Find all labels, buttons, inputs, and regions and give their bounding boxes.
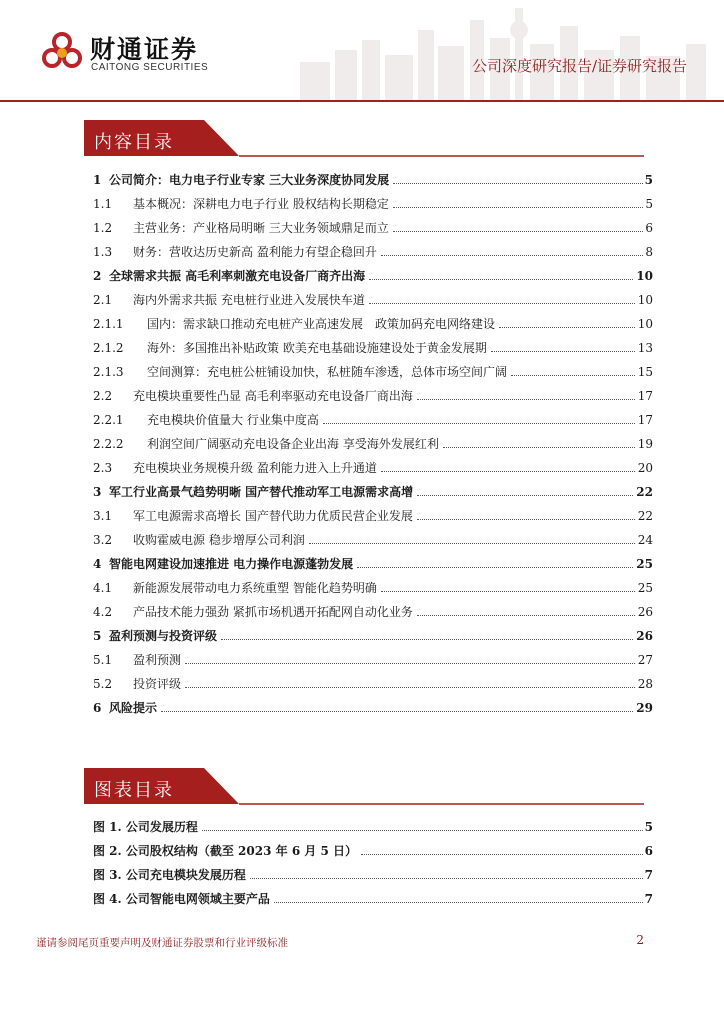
toc-entry-page: 5 xyxy=(643,168,653,192)
toc-entry-page: 24 xyxy=(636,528,653,552)
toc-entry-title: 收购霍威电源 稳步增厚公司利润 xyxy=(133,528,307,552)
toc-entry-title: 基本概况：深耕电力电子行业 股权结构长期稳定 xyxy=(133,192,391,216)
brand-name-en: CAITONG SECURITIES xyxy=(91,62,209,73)
toc-entry-number: 2.2.2 xyxy=(93,437,124,451)
toc-leader-dots xyxy=(185,687,643,688)
toc-entry[interactable] xyxy=(93,480,653,504)
toc-entry[interactable] xyxy=(93,528,653,552)
toc-banner xyxy=(84,120,644,160)
toc-leader-dots xyxy=(491,351,643,352)
toc-entry-page: 8 xyxy=(643,240,653,264)
toc-entry[interactable] xyxy=(93,240,653,264)
toc-entry-number: 2.1.1 xyxy=(93,317,124,331)
toc-entry[interactable] xyxy=(93,600,653,624)
toc-entry[interactable] xyxy=(93,384,653,408)
figure-entry[interactable] xyxy=(93,863,653,887)
page-header xyxy=(0,0,724,102)
toc-entry-page: 5 xyxy=(643,192,653,216)
toc-leader-dots xyxy=(417,495,643,496)
figure-entry-title: 图 3. 公司充电模块发展历程 xyxy=(93,863,248,887)
toc-leader-dots xyxy=(161,711,643,712)
toc-entry-number: 2.1.2 xyxy=(93,341,124,355)
toc-entry-number: 2.3 xyxy=(93,461,113,475)
toc-entry[interactable] xyxy=(93,264,653,288)
header-divider xyxy=(0,100,724,102)
toc-entry[interactable] xyxy=(93,216,653,240)
toc-leader-dots xyxy=(499,327,643,328)
toc-entry-title: 新能源发展带动电力系统重塑 智能化趋势明确 xyxy=(133,576,379,600)
toc-leader-dots xyxy=(185,663,643,664)
toc-entry-title: 产品技术能力强劲 紧抓市场机遇开拓配网自动化业务 xyxy=(133,600,415,624)
toc-leader-dots xyxy=(357,567,643,568)
toc-entry-number: 1.1 xyxy=(93,197,113,211)
toc-entry-page: 17 xyxy=(636,384,653,408)
toc-entry-number: 6 xyxy=(93,701,102,715)
toc-entry-number: 4.2 xyxy=(93,605,113,619)
toc-entry-title: 公司简介：电力电子行业专家 三大业务深度协同发展 xyxy=(109,168,391,192)
toc-entry[interactable] xyxy=(93,336,653,360)
toc-entry-title: 空间测算：充电桩公桩铺设加快，私桩随车渗透，总体市场空间广阔 xyxy=(147,360,509,384)
toc-entry-title: 利润空间广阔驱动充电设备企业出海 享受海外发展红利 xyxy=(147,432,441,456)
toc-entry-number: 4.1 xyxy=(93,581,113,595)
toc-leader-dots xyxy=(393,207,643,208)
figure-entry-page: 6 xyxy=(643,839,653,863)
toc-entry-page: 25 xyxy=(634,552,653,576)
toc-leader-dots xyxy=(511,375,643,376)
footer-disclaimer: 谨请参阅尾页重要声明及财通证券股票和行业评级标准 xyxy=(36,937,288,949)
toc-entry-page: 19 xyxy=(636,432,653,456)
toc-entry[interactable] xyxy=(93,456,653,480)
toc-entry-page: 25 xyxy=(636,576,653,600)
toc-entry[interactable] xyxy=(93,432,653,456)
toc-leader-dots xyxy=(309,543,643,544)
page-number: 2 xyxy=(636,933,644,947)
toc-entry-page: 10 xyxy=(636,312,653,336)
toc-entry-page: 6 xyxy=(643,216,653,240)
toc-entry-number: 2.1.3 xyxy=(93,365,124,379)
toc-entry-number: 1 xyxy=(93,173,102,187)
toc-entry-title: 军工行业高景气趋势明晰 国产替代推动军工电源需求高增 xyxy=(109,480,415,504)
toc-entry-page: 10 xyxy=(634,264,653,288)
toc-entry[interactable] xyxy=(93,360,653,384)
toc-entry-page: 28 xyxy=(636,672,653,696)
figure-leader-dots xyxy=(274,902,643,903)
toc-entry[interactable] xyxy=(93,624,653,648)
figures-heading: 图表目录 xyxy=(94,780,174,801)
toc-entry-page: 13 xyxy=(636,336,653,360)
toc-entry-number: 2.2 xyxy=(93,389,113,403)
figure-entry-page: 7 xyxy=(643,863,653,887)
figure-entry[interactable] xyxy=(93,887,653,911)
toc-leader-dots xyxy=(381,591,643,592)
toc-entry-title: 投资评级 xyxy=(133,672,183,696)
toc-leader-dots xyxy=(381,471,643,472)
toc-entry-title: 国内：需求缺口推动充电桩产业高速发展 政策加码充电网络建设 xyxy=(147,312,497,336)
figures-banner xyxy=(84,768,644,808)
toc-entry[interactable] xyxy=(93,168,653,192)
toc-leader-dots xyxy=(417,615,643,616)
toc-entry-number: 5.1 xyxy=(93,653,113,667)
toc-entry-title: 充电模块价值量大 行业集中度高 xyxy=(147,408,321,432)
toc-entry[interactable] xyxy=(93,288,653,312)
figures-list xyxy=(93,815,653,911)
toc-leader-dots xyxy=(381,255,643,256)
toc-entry-page: 20 xyxy=(636,456,653,480)
toc-entry-page: 27 xyxy=(636,648,653,672)
toc-entry-number: 3.2 xyxy=(93,533,113,547)
toc-entry-title: 全球需求共振 高毛利率刺激充电设备厂商齐出海 xyxy=(109,264,367,288)
caitong-logo-icon xyxy=(40,30,84,74)
toc-entry[interactable] xyxy=(93,312,653,336)
toc-entry-title: 盈利预测与投资评级 xyxy=(109,624,219,648)
toc-entry-page: 26 xyxy=(634,624,653,648)
toc-entry-page: 26 xyxy=(636,600,653,624)
toc-entry-number: 5 xyxy=(93,629,102,643)
toc-entry-number: 1.2 xyxy=(93,221,113,235)
toc-entry-number: 5.2 xyxy=(93,677,113,691)
figure-entry-title: 图 4. 公司智能电网领域主要产品 xyxy=(93,887,272,911)
figure-entry-page: 5 xyxy=(643,815,653,839)
toc-leader-dots xyxy=(443,447,643,448)
toc-entry-number: 2.2.1 xyxy=(93,413,124,427)
toc-entry-title: 充电模块重要性凸显 高毛利率驱动充电设备厂商出海 xyxy=(133,384,415,408)
toc-leader-dots xyxy=(221,639,643,640)
figure-entry-title: 图 1. 公司发展历程 xyxy=(93,815,200,839)
toc-entry-page: 17 xyxy=(636,408,653,432)
toc-entry-number: 3.1 xyxy=(93,509,113,523)
toc-entry-title: 财务：营收达历史新高 盈利能力有望企稳回升 xyxy=(133,240,379,264)
toc-entry-page: 10 xyxy=(636,288,653,312)
toc-entry-page: 22 xyxy=(636,504,653,528)
toc-leader-dots xyxy=(369,303,643,304)
toc-entry-title: 海外：多国推出补贴政策 欧美充电基础设施建设处于黄金发展期 xyxy=(147,336,489,360)
figure-entry-page: 7 xyxy=(643,887,653,911)
figure-leader-dots xyxy=(361,854,643,855)
toc-leader-dots xyxy=(393,231,643,232)
toc-entry-page: 29 xyxy=(634,696,653,720)
toc-entry[interactable] xyxy=(93,648,653,672)
figure-entry[interactable] xyxy=(93,815,653,839)
toc-entry-page: 15 xyxy=(636,360,653,384)
toc-entry-page: 22 xyxy=(634,480,653,504)
toc-heading: 内容目录 xyxy=(94,132,174,153)
toc-entry-number: 3 xyxy=(93,485,102,499)
toc-entry-title: 海内外需求共振 充电桩行业进入发展快车道 xyxy=(133,288,367,312)
toc-list xyxy=(93,168,653,720)
toc-entry[interactable] xyxy=(93,576,653,600)
toc-entry[interactable] xyxy=(93,552,653,576)
toc-entry[interactable] xyxy=(93,504,653,528)
toc-leader-dots xyxy=(323,423,643,424)
figure-entry[interactable] xyxy=(93,839,653,863)
figure-leader-dots xyxy=(202,830,643,831)
toc-entry-number: 4 xyxy=(93,557,102,571)
figure-leader-dots xyxy=(250,878,643,879)
toc-entry-title: 智能电网建设加速推进 电力操作电源蓬勃发展 xyxy=(109,552,355,576)
toc-entry-title: 军工电源需求高增长 国产替代助力优质民营企业发展 xyxy=(133,504,415,528)
report-type: 公司深度研究报告/证券研究报告 xyxy=(471,57,687,75)
toc-entry-title: 盈利预测 xyxy=(133,648,183,672)
toc-entry-title: 充电模块业务规模升级 盈利能力进入上升通道 xyxy=(133,456,379,480)
toc-entry-number: 2 xyxy=(93,269,102,283)
toc-entry-number: 2.1 xyxy=(93,293,113,307)
toc-entry-number: 1.3 xyxy=(93,245,113,259)
toc-entry[interactable] xyxy=(93,696,653,720)
brand-name-cn: 财通证券 xyxy=(90,35,199,64)
toc-leader-dots xyxy=(417,519,643,520)
toc-entry[interactable] xyxy=(93,672,653,696)
toc-leader-dots xyxy=(393,183,643,184)
figure-entry-title: 图 2. 公司股权结构（截至 2023 年 6 月 5 日） xyxy=(93,839,359,863)
toc-entry-title: 主营业务：产业格局明晰 三大业务领域鼎足而立 xyxy=(133,216,391,240)
toc-entry[interactable] xyxy=(93,408,653,432)
toc-leader-dots xyxy=(417,399,643,400)
toc-leader-dots xyxy=(369,279,643,280)
toc-entry[interactable] xyxy=(93,192,653,216)
toc-entry-title: 风险提示 xyxy=(109,696,159,720)
